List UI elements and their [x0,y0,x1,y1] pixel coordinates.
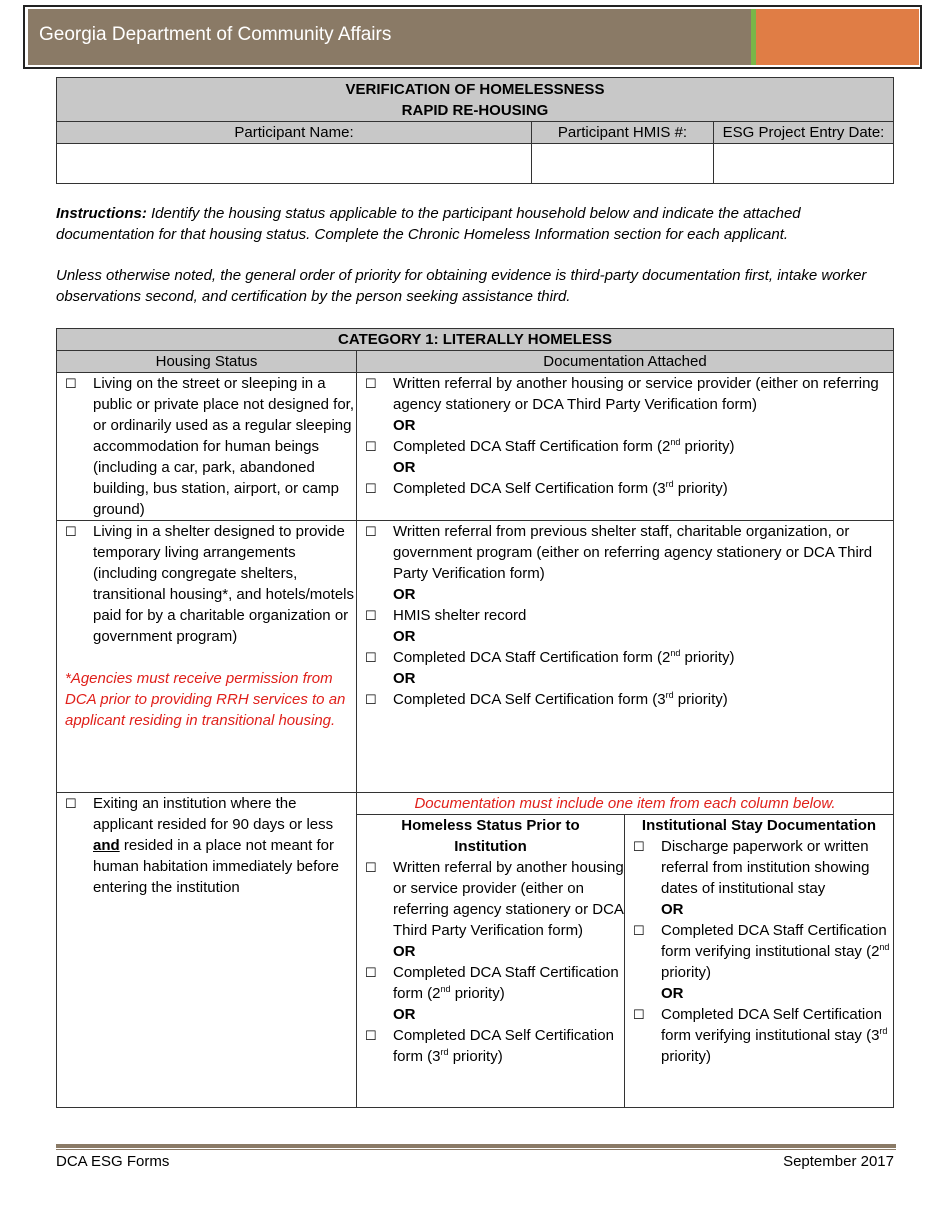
project-entry-date-field[interactable] [714,144,894,184]
form-title-line1: VERIFICATION OF HOMELESSNESS [345,81,605,98]
documentation-header: Documentation Attached [357,351,894,373]
doc-text: Discharge paperwork or written referral from institution showing dates of institutional stay [661,838,870,897]
table-row [57,521,894,793]
doc-item [625,836,893,899]
status-text: Exiting an institution where the applicant resided for 90 days or less [93,795,334,833]
doc-text: Written referral by another housing or service provider (either on referring agency stationery or DCA Third Party Verification form) [393,375,879,413]
status-item [57,793,356,898]
doc-text: HMIS shelter record [393,607,527,624]
status-item [57,373,356,520]
doc-text: Completed DCA Self Certification form (3 [393,1027,614,1065]
instructions-label: Instructions: [56,205,147,222]
participant-info-table [56,77,894,184]
instructions [56,203,896,245]
transitional-housing-note: *Agencies must receive permission from DCA prior to providing RRH services to an applicant residing in transitional housing. [65,670,346,729]
or-label: OR [393,417,416,434]
or-label: OR [393,1006,416,1023]
checkbox-doc[interactable]: ☐ [365,608,377,623]
housing-status-header: Housing Status [57,351,357,373]
doc-text: Completed DCA Self Certification form (3 [393,480,666,497]
footer-rule-thin [56,1149,896,1150]
table-row [57,793,894,1108]
doc-text: priority) [450,985,505,1002]
checkbox-doc[interactable]: ☐ [365,376,377,391]
doc-item [357,647,893,668]
checkbox-doc[interactable]: ☐ [365,692,377,707]
docs-cell [357,793,894,1108]
checkbox-doc[interactable]: ☐ [365,965,377,980]
checkbox-doc[interactable]: ☐ [633,839,645,854]
superscript: nd [440,984,451,994]
doc-text: priority) [661,964,712,981]
institution-docs-note: Documentation must include one item from each column below. [357,793,893,815]
prior-status-heading: Homeless Status Prior to Institution [401,817,580,855]
doc-item [357,962,624,1004]
prior-status-column [357,815,625,1108]
header-accent-orange [756,9,919,65]
or-label: OR [661,985,684,1002]
header-title: Georgia Department of Community Affairs [39,24,392,45]
footer-right: September 2017 [783,1153,894,1170]
doc-text: Completed DCA Staff Certification form (2 [393,964,619,1002]
superscript: nd [670,437,681,447]
institutional-stay-column [625,815,894,1108]
doc-item [625,1004,893,1067]
footer-rule [56,1144,896,1148]
project-entry-date-label: ESG Project Entry Date: [714,122,894,144]
doc-item [357,436,893,457]
superscript: rd [440,1047,449,1057]
doc-text: Completed DCA Staff Certification form verifying institutional stay (2 [661,922,887,960]
doc-item [357,478,893,499]
doc-text: priority) [661,1048,712,1065]
status-text: Living on the street or sleeping in a public or private place not designed for, or ordinarily used as a regular sleeping accommodation for human beings (including a car, park, abandoned building, bus station, airport, or camp ground) [93,375,354,518]
doc-item [357,605,893,626]
or-label: OR [393,459,416,476]
doc-text: Completed DCA Self Certification form (3 [393,691,666,708]
status-text: resided in a place not meant for human habitation immediately before entering the institution [93,837,339,896]
status-cell [57,521,357,793]
status-cell [57,793,357,1108]
doc-text: priority) [448,1048,503,1065]
or-label: OR [393,670,416,687]
superscript: nd [879,942,890,952]
docs-cell [357,521,894,793]
superscript: rd [879,1026,888,1036]
doc-text: priority) [680,649,735,666]
or-label: OR [393,586,416,603]
category-title: CATEGORY 1: LITERALLY HOMELESS [57,329,894,351]
superscript: nd [670,648,681,658]
docs-cell [357,373,894,521]
doc-text: Written referral from previous shelter staff, charitable organization, or government program (either on referring agency stationery or DCA Third Party Verification form) [393,523,873,582]
doc-text: Completed DCA Staff Certification form (2 [393,438,671,455]
or-label: OR [661,901,684,918]
institutional-stay-heading: Institutional Stay Documentation [641,817,877,834]
checkbox-doc[interactable]: ☐ [633,923,645,938]
doc-item [625,920,893,983]
participant-hmis-field[interactable] [532,144,714,184]
doc-text: priority) [673,480,728,497]
checkbox-doc[interactable]: ☐ [365,439,377,454]
instructions-text: Identify the housing status applicable to the participant household below and indicate the attached documentation for that housing status. Complete the Chronic Homeless Information section for each applicant. [56,205,801,243]
doc-text: priority) [673,691,728,708]
category-table [56,328,894,1108]
checkbox-shelter[interactable]: ☐ [65,524,77,539]
institution-docs-table [357,793,893,1107]
doc-item [357,373,893,415]
status-cell [57,373,357,521]
checkbox-doc[interactable]: ☐ [365,1028,377,1043]
checkbox-doc[interactable]: ☐ [365,860,377,875]
doc-text: priority) [680,438,735,455]
checkbox-doc[interactable]: ☐ [633,1007,645,1022]
status-item [57,521,356,647]
superscript: rd [665,690,674,700]
status-text: Living in a shelter designed to provide temporary living arrangements (including congregate shelters, transitional housing*, and hotels/motels paid for by a charitable organization or government program) [93,523,354,645]
participant-hmis-label: Participant HMIS #: [532,122,714,144]
doc-text: Written referral by another housing or service provider (either on referring agency stationery or DCA Third Party Verification form) [393,859,624,939]
doc-item [357,857,624,941]
doc-item [357,521,893,584]
checkbox-street[interactable]: ☐ [65,376,77,391]
doc-item [357,1025,624,1067]
footer-left: DCA ESG Forms [56,1153,170,1170]
checkbox-doc[interactable]: ☐ [365,524,377,539]
checkbox-institution[interactable]: ☐ [65,796,77,811]
or-label: OR [393,943,416,960]
form-title [57,78,894,122]
participant-name-field[interactable] [57,144,532,184]
doc-item [357,689,893,710]
status-emphasis: and [93,837,120,854]
participant-name-label: Participant Name: [57,122,532,144]
superscript: rd [665,479,674,489]
or-label: OR [393,628,416,645]
table-row [57,373,894,521]
checkbox-doc[interactable]: ☐ [365,481,377,496]
checkbox-doc[interactable]: ☐ [365,650,377,665]
doc-text: Completed DCA Staff Certification form (2 [393,649,671,666]
doc-text: Completed DCA Self Certification form verifying institutional stay (3 [661,1006,882,1044]
form-title-line2: RAPID RE-HOUSING [401,102,549,119]
priority-note: Unless otherwise noted, the general order of priority for obtaining evidence is third-party documentation first, intake worker observations second, and certification by the person seeking assistance third. [56,267,867,305]
